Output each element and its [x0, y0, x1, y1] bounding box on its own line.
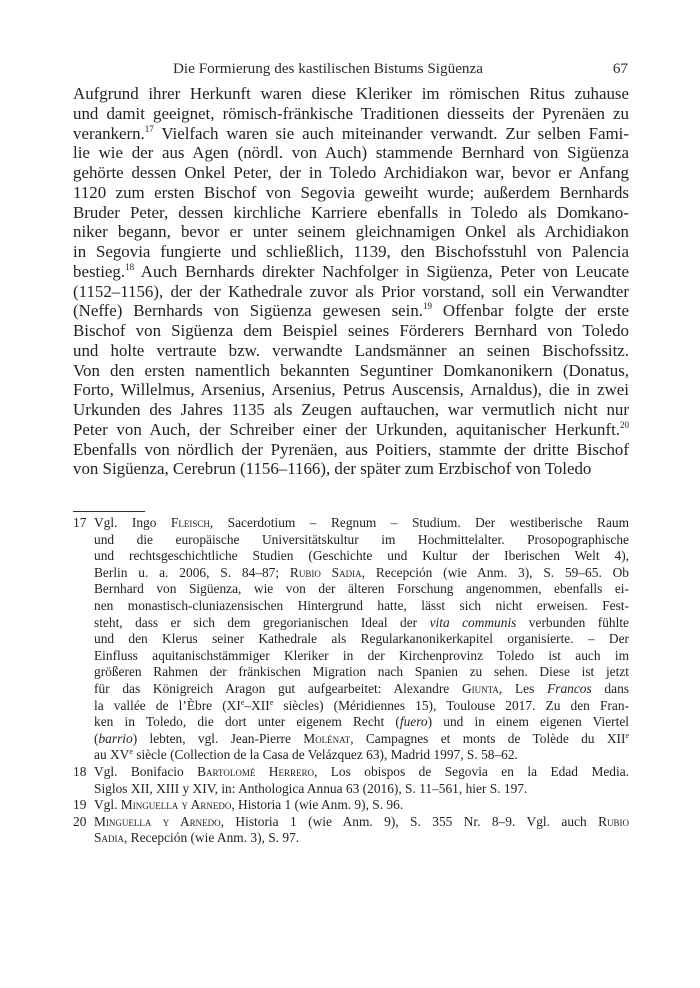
- footnote-line: Minguella y Arnedo, Historia 1 (wie Anm. 9), S. 355 Nr. 8–9. Vgl. auch Rubio: [94, 813, 630, 829]
- footnote-line: Vgl. Ingo Fleisch, Sacerdotium – Regnum – Studium. Der westiberische Raum: [94, 515, 629, 530]
- footnote-line: und den Klerus seiner Kathedrale als Regularkanonikerkapitel organisierte. – Der: [94, 631, 629, 647]
- author-name: Giunta: [461, 680, 499, 696]
- body-line: Von den ersten namentlich bekannten Seguntiner Domkanonikern (Donatus,: [73, 360, 629, 380]
- page-number: 67: [612, 60, 628, 77]
- author-name: Molénat: [303, 730, 351, 746]
- superscript: e: [625, 730, 629, 740]
- author-name: Rubio Sadia: [289, 564, 362, 580]
- body-line: Forto, Willelmus, Arsenius, Arsenius, Petrus Auscensis, Arnaldus), die in zwei: [73, 380, 629, 400]
- footnote-line: Berlin u. a. 2006, S. 84–87; Rubio Sadia, Recepción (wie Anm. 3), S. 59–65. Ob: [94, 564, 629, 580]
- superscript: e: [269, 697, 274, 707]
- body-line: Aufgrund ihrer Herkunft waren diese Kleriker im römischen Ritus zuhause: [73, 84, 629, 103]
- author-name: Sadia: [94, 830, 124, 846]
- author-name: Rubio: [598, 813, 630, 829]
- footnote-number: 20: [73, 813, 87, 829]
- footnote-line: la vallée de l’Èbre (XIe–XIIe siècles) (Méridiennes 15), Toulouse 2017. Zu den Fran-: [94, 697, 629, 713]
- running-head: [73, 58, 628, 80]
- body-line: in Segovia fungierte und schließlich, 1139, den Bischofsstuhl von Palencia: [73, 242, 629, 261]
- footnote-reference[interactable]: 17: [144, 123, 154, 134]
- footnote-line: Vgl. Bonifacio Bartolomé Herrero, Los obispos de Segovia en la Edad Media.: [94, 763, 629, 779]
- footnote-reference[interactable]: 20: [620, 419, 629, 430]
- italic-term: barrio: [98, 730, 133, 746]
- body-line: bestieg.$^{18}$ Auch Bernhards direkter Nachfolger in Sigüenza, Peter von Leucate: [73, 261, 629, 281]
- italic-term: vita communis: [429, 614, 517, 630]
- footnote-19: [73, 797, 629, 814]
- author-name: Minguella y Arnedo: [94, 813, 221, 829]
- body-line: niker begann, bevor er unter seinem gleichnamigen Onkel als Archidiakon: [73, 222, 629, 242]
- footnote-separator-rule: [73, 511, 145, 512]
- author-name: Bartolomé Herrero: [197, 763, 314, 779]
- author-name: Fleisch: [170, 515, 210, 530]
- body-line: Bruder Peter, dessen kirchliche Karriere ebenfalls in Toledo als Domkano-: [73, 202, 629, 222]
- body-line: (1152–1156), der der Kathedrale zuvor als Prior vorstand, soll ein Verwandter: [73, 281, 629, 301]
- footnote-line: Siglos XII, XIII y XIV, in: Anthologica Annua 63 (2016), S. 11–561, hier S. 197.: [94, 780, 528, 796]
- footnote-reference[interactable]: 19: [423, 301, 432, 312]
- body-line: (Neffe) Bernhards von Sigüenza gewesen sein.$^{19}$ Offenbar folgte der erste: [73, 301, 629, 321]
- running-head-title: Die Formierung des kastilischen Bistums Sigüenza: [172, 60, 484, 77]
- body-line: Ebenfalls von nördlich der Pyrenäen, aus Poitiers, stammte der dritte Bischof: [73, 439, 629, 459]
- body-line: von Sigüenza, Cerebrun (1156–1166), der später zum Erzbischof von Toledo: [73, 459, 592, 479]
- footnote-18: [73, 764, 629, 797]
- footnote-line: und die europäische Universitätskultur im Hochmittelalter. Prosopographische: [94, 531, 629, 547]
- footnotes: [73, 515, 629, 847]
- body-line: Urkunden des Jahres 1135 als Zeugen auftauchen, war vermutlich nicht nur: [73, 400, 629, 419]
- footnote-line: und rechtsgeschichtliche Studien (Geschichte und Kultur der Iberischen Welt 4),: [94, 548, 629, 564]
- body-line: lie wie der aus Agen (nördl. von Auch) stammende Bernhard von Sigüenza: [73, 143, 629, 163]
- body-line: verankern.$^{17}$ Vielfach waren sie auch miteinander verwandt. Zur selben Fami-: [73, 123, 629, 143]
- footnote-20: [73, 814, 629, 847]
- footnote-line: Vgl. Minguella y Arnedo, Historia 1 (wie Anm. 9), S. 96.: [94, 797, 404, 813]
- footnote-number: 18: [73, 763, 87, 779]
- footnote-line: Sadia, Recepción (wie Anm. 3), S. 97.: [94, 830, 300, 846]
- body-line: und holte vertraute bzw. verwandte Landsmänner an seinen Bischofssitz.: [73, 340, 629, 360]
- footnote-line: (barrio) lebten, vgl. Jean-Pierre Molénat, Campagnes et monts de Tolède du XIIe: [94, 730, 629, 746]
- superscript: e: [240, 697, 245, 707]
- body-line: 1120 zum ersten Bischof von Segovia geweiht wurde; außerdem Bernhards: [73, 182, 629, 202]
- footnote-line: größeren Rahmen der fränkischen Migration nach Spanien zu sehen. Diese ist jetzt: [94, 664, 629, 680]
- superscript: e: [129, 747, 133, 757]
- footnote-number: 17: [73, 515, 87, 530]
- footnote-line: nen monastisch-cluniazensischen Hintergrund hatte, lässt sich nicht erweisen. Fest-: [94, 597, 629, 613]
- footnote-reference[interactable]: 18: [125, 261, 135, 272]
- body-line: und damit geeignet, römisch-fränkische Traditionen diesseits der Pyrenäen zu: [73, 103, 629, 123]
- body-line: Bischof von Sigüenza dem Beispiel seines Förderers Bernhard von Toledo: [73, 321, 629, 340]
- footnote-number: 19: [73, 797, 87, 813]
- italic-term: Francos: [547, 680, 592, 696]
- footnote-line: für das Königreich Aragon gut aufgearbeitet: Alexandre Giunta, Les Francos dans: [94, 680, 629, 696]
- footnote-line: ken in Toledo, die dort unter eigenem Recht (fuero) und in einem eigenen Viertel: [94, 714, 630, 730]
- footnote-17: [73, 515, 629, 764]
- body-line: gehörte dessen Onkel Peter, der in Toledo Archidiakon war, bevor er Anfang: [73, 163, 629, 182]
- footnote-line: Einfluss aquitanischstämmiger Kleriker in der Kirchenprovinz Toledo ist auch im: [94, 647, 629, 663]
- footnote-line: Bernhard von Sigüenza, wie von der älteren Forschung angenommen, ebenfalls ei-: [94, 581, 629, 597]
- body-text: [73, 84, 629, 479]
- footnote-line: steht, dass er sich dem gregorianischen Ideal der vita communis verbunden fühlte: [94, 614, 629, 630]
- body-line: Peter von Auch, der Schreiber einer der Urkunden, aquitanischer Herkunft.$^{20}$: [73, 419, 629, 439]
- author-name: Minguella y Arnedo: [120, 797, 232, 813]
- italic-term: fuero: [399, 714, 428, 730]
- footnote-line: au XVe siècle (Collection de la Casa de Velázquez 63), Madrid 1997, S. 58–62.: [94, 747, 518, 763]
